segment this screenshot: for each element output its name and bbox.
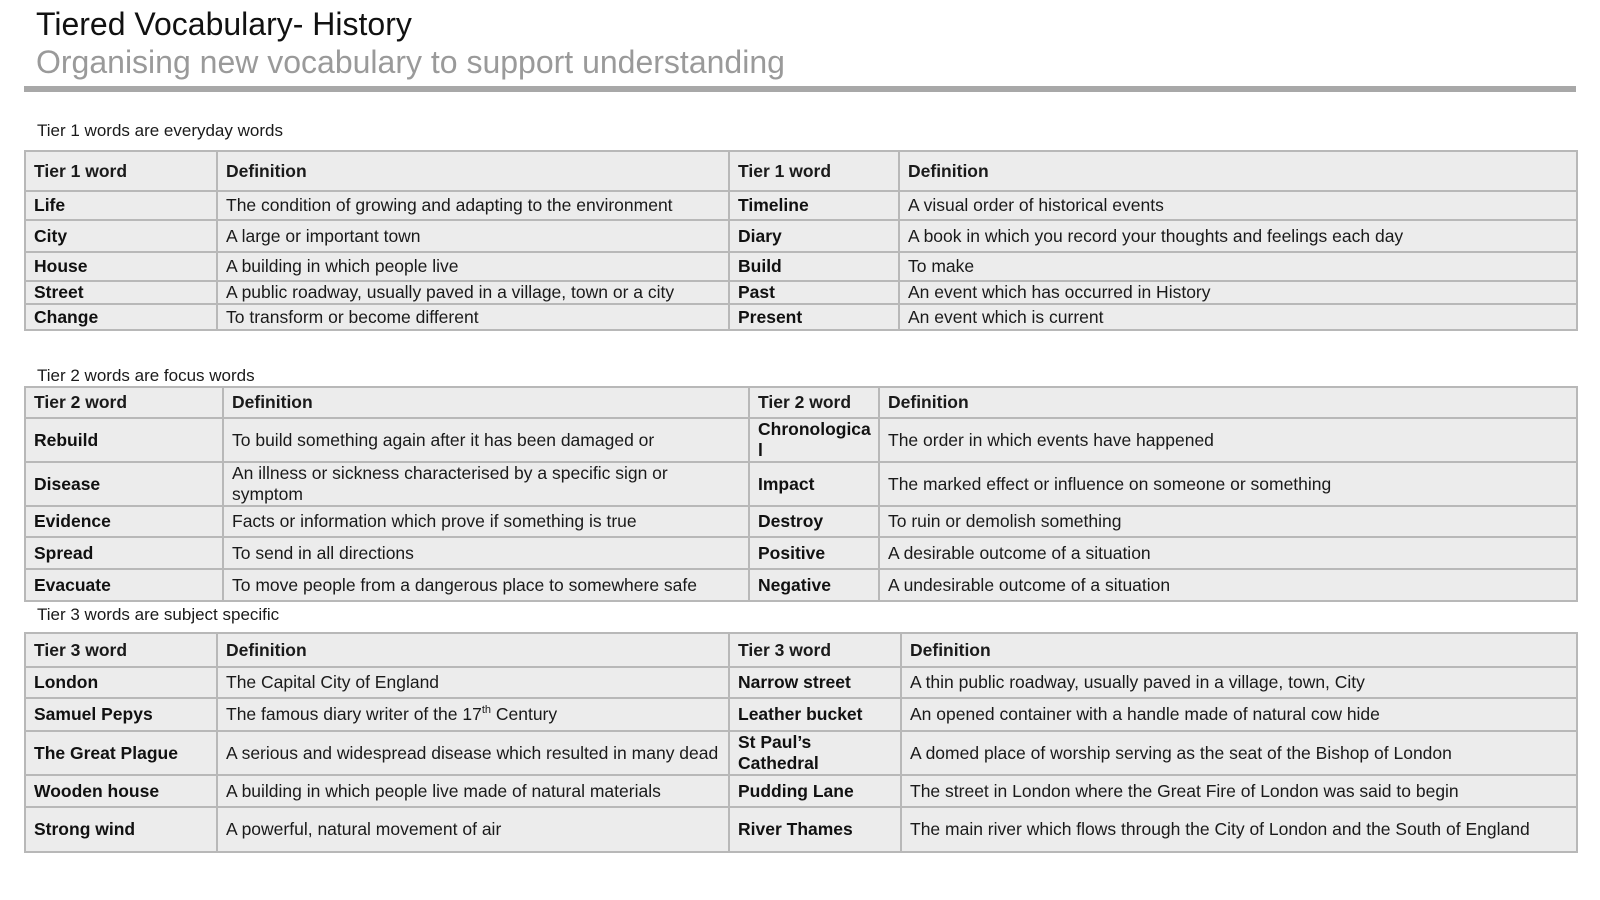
tier1-caption: Tier 1 words are everyday words bbox=[37, 121, 283, 140]
definition-cell: To transform or become different bbox=[217, 304, 729, 330]
term-cell: Street bbox=[25, 281, 217, 304]
column-header: Definition bbox=[223, 387, 749, 418]
definition-cell: A domed place of worship serving as the seat of the Bishop of London bbox=[901, 731, 1577, 775]
term-cell: Life bbox=[25, 191, 217, 220]
definition-cell: An event which is current bbox=[899, 304, 1577, 330]
definition-cell: A building in which people live bbox=[217, 252, 729, 281]
term-cell: River Thames bbox=[729, 807, 901, 852]
term-cell: St Paul’s Cathedral bbox=[729, 731, 901, 775]
definition-cell: The order in which events have happened bbox=[879, 418, 1577, 462]
definition-cell: The Capital City of England bbox=[217, 667, 729, 698]
definition-cell: To make bbox=[899, 252, 1577, 281]
table-header-row bbox=[25, 387, 1577, 418]
tier3-table bbox=[24, 632, 1578, 853]
definition-cell: A public roadway, usually paved in a village, town or a city bbox=[217, 281, 729, 304]
definition-cell: The condition of growing and adapting to the environment bbox=[217, 191, 729, 220]
table-row bbox=[25, 191, 1577, 220]
page-title: Tiered Vocabulary- History bbox=[36, 6, 412, 42]
tier2-caption: Tier 2 words are focus words bbox=[37, 366, 255, 385]
definition-cell: An event which has occurred in History bbox=[899, 281, 1577, 304]
definition-cell: An illness or sickness characterised by a specific sign or symptom bbox=[223, 462, 749, 506]
term-cell: Destroy bbox=[749, 506, 879, 537]
definition-cell: A undesirable outcome of a situation bbox=[879, 569, 1577, 601]
column-header: Definition bbox=[217, 633, 729, 667]
definition-text-suffix: Century bbox=[491, 704, 558, 724]
term-cell: Evidence bbox=[25, 506, 223, 537]
term-cell: Present bbox=[729, 304, 899, 330]
column-header: Tier 2 word bbox=[749, 387, 879, 418]
definition-cell: The main river which flows through the City of London and the South of England bbox=[901, 807, 1577, 852]
column-header: Tier 1 word bbox=[25, 151, 217, 191]
table-row bbox=[25, 220, 1577, 252]
table-row bbox=[25, 252, 1577, 281]
term-cell: Rebuild bbox=[25, 418, 223, 462]
definition-cell: A large or important town bbox=[217, 220, 729, 252]
definition-cell: A powerful, natural movement of air bbox=[217, 807, 729, 852]
table-row bbox=[25, 667, 1577, 698]
tier3-caption: Tier 3 words are subject specific bbox=[37, 605, 280, 624]
table-row bbox=[25, 506, 1577, 537]
definition-cell: A building in which people live made of natural materials bbox=[217, 775, 729, 807]
definition-cell: To build something again after it has been damaged or bbox=[223, 418, 749, 462]
definition-cell: The marked effect or influence on someone or something bbox=[879, 462, 1577, 506]
definition-cell: A thin public roadway, usually paved in a village, town, City bbox=[901, 667, 1577, 698]
term-cell: Diary bbox=[729, 220, 899, 252]
definition-cell bbox=[217, 698, 729, 731]
column-header: Tier 3 word bbox=[729, 633, 901, 667]
definition-cell: A desirable outcome of a situation bbox=[879, 537, 1577, 569]
term-cell: Samuel Pepys bbox=[25, 698, 217, 731]
tier2-table bbox=[24, 386, 1578, 602]
definition-cell: A book in which you record your thoughts and feelings each day bbox=[899, 220, 1577, 252]
table-row bbox=[25, 537, 1577, 569]
table-row bbox=[25, 698, 1577, 731]
term-cell: Strong wind bbox=[25, 807, 217, 852]
term-cell: London bbox=[25, 667, 217, 698]
definition-cell: A visual order of historical events bbox=[899, 191, 1577, 220]
term-cell: City bbox=[25, 220, 217, 252]
term-cell: Chronologica l bbox=[749, 418, 879, 462]
title-divider bbox=[24, 86, 1576, 92]
term-cell: Disease bbox=[25, 462, 223, 506]
table-row bbox=[25, 731, 1577, 775]
term-cell: Leather bucket bbox=[729, 698, 901, 731]
page-subtitle: Organising new vocabulary to support understanding bbox=[36, 44, 785, 80]
column-header: Definition bbox=[899, 151, 1577, 191]
table-header-row bbox=[25, 151, 1577, 191]
column-header: Definition bbox=[879, 387, 1577, 418]
term-cell: Pudding Lane bbox=[729, 775, 901, 807]
term-cell: The Great Plague bbox=[25, 731, 217, 775]
term-cell: Negative bbox=[749, 569, 879, 601]
definition-cell: An opened container with a handle made of natural cow hide bbox=[901, 698, 1577, 731]
ordinal-superscript: th bbox=[481, 704, 491, 717]
table-row bbox=[25, 775, 1577, 807]
table-row bbox=[25, 418, 1577, 462]
term-cell: Build bbox=[729, 252, 899, 281]
term-cell: Wooden house bbox=[25, 775, 217, 807]
table-row bbox=[25, 281, 1577, 304]
term-cell: Narrow street bbox=[729, 667, 901, 698]
table-row bbox=[25, 807, 1577, 852]
table-row bbox=[25, 304, 1577, 330]
table-row bbox=[25, 569, 1577, 601]
column-header: Definition bbox=[217, 151, 729, 191]
definition-cell: To move people from a dangerous place to somewhere safe bbox=[223, 569, 749, 601]
table-row bbox=[25, 462, 1577, 506]
table-header-row bbox=[25, 633, 1577, 667]
term-cell: Positive bbox=[749, 537, 879, 569]
column-header: Tier 3 word bbox=[25, 633, 217, 667]
definition-cell: A serious and widespread disease which resulted in many dead bbox=[217, 731, 729, 775]
column-header: Definition bbox=[901, 633, 1577, 667]
definition-cell: To send in all directions bbox=[223, 537, 749, 569]
term-cell: Timeline bbox=[729, 191, 899, 220]
term-cell: House bbox=[25, 252, 217, 281]
term-cell: Change bbox=[25, 304, 217, 330]
tier1-table bbox=[24, 150, 1578, 331]
term-cell: Evacuate bbox=[25, 569, 223, 601]
term-cell: Spread bbox=[25, 537, 223, 569]
definition-cell: Facts or information which prove if something is true bbox=[223, 506, 749, 537]
term-cell: Impact bbox=[749, 462, 879, 506]
definition-cell: The street in London where the Great Fire of London was said to begin bbox=[901, 775, 1577, 807]
definition-cell: To ruin or demolish something bbox=[879, 506, 1577, 537]
term-cell: Past bbox=[729, 281, 899, 304]
definition-text: The famous diary writer of the 17 bbox=[226, 704, 482, 724]
column-header: Tier 1 word bbox=[729, 151, 899, 191]
column-header: Tier 2 word bbox=[25, 387, 223, 418]
